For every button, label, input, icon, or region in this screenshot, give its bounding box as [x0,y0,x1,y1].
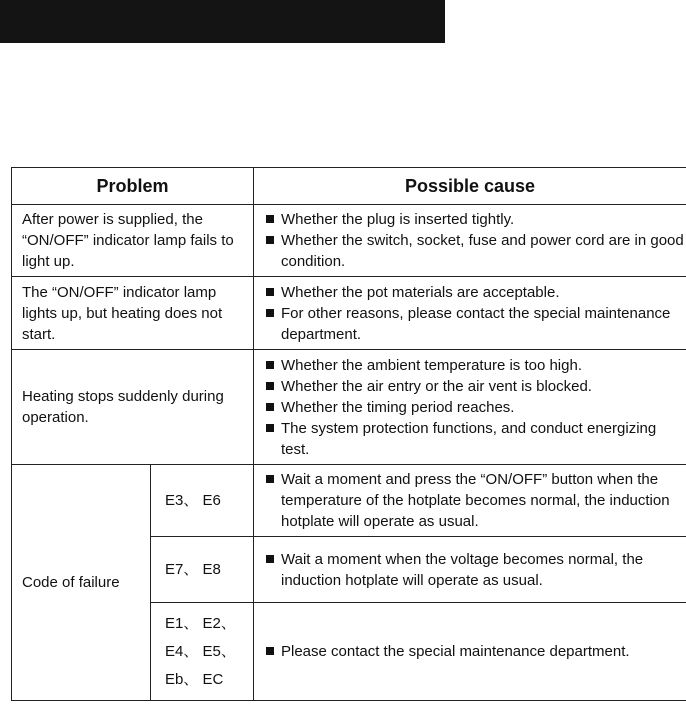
table-header-row [12,168,686,205]
cause-cell [254,603,686,701]
failure-code: E1、 E2、 [165,614,236,632]
cause-item: Whether the ambient temperature is too high. [266,355,686,376]
failure-label-cell: Code of failure [12,465,151,701]
cause-item: Whether the pot materials are acceptable. [266,282,686,303]
failure-code: E3、 E6 [165,491,221,509]
failure-code-cell [151,537,254,603]
cause-cell [254,205,686,277]
table-row [12,350,686,465]
problem-cell: Heating stops suddenly during operation. [12,350,254,465]
cause-item: Whether the switch, socket, fuse and power cord are in good condition. [266,230,686,272]
cause-header: Possible cause [254,168,686,205]
cause-cell [254,537,686,603]
failure-code: Eb、 EC [165,670,224,688]
table-row [12,205,686,277]
failure-code-cell [151,465,254,537]
cause-item: Whether the timing period reaches. [266,397,686,418]
cause-item: Whether the air entry or the air vent is blocked. [266,376,686,397]
cause-cell [254,350,686,465]
cause-cell [254,465,686,537]
table-row [12,465,686,537]
cause-item: Wait a moment and press the “ON/OFF” button when the temperature of the hotplate becomes normal, the induction hotplate will operate as usual. [266,469,686,532]
failure-code: E4、 E5、 [165,642,236,660]
table-row [12,277,686,350]
failure-code: E7、 E8 [165,560,221,578]
cause-item: The system protection functions, and conduct energizing test. [266,418,686,460]
cause-item: For other reasons, please contact the special maintenance department. [266,303,686,345]
header-bar [0,0,445,43]
cause-item: Wait a moment when the voltage becomes normal, the induction hotplate will operate as usual. [266,549,686,591]
problem-cell: After power is supplied, the “ON/OFF” indicator lamp fails to light up. [12,205,254,277]
cause-item: Whether the plug is inserted tightly. [266,209,686,230]
failure-code-cell [151,603,254,701]
cause-item: Please contact the special maintenance department. [266,641,686,662]
cause-cell [254,277,686,350]
problem-header: Problem [12,168,254,205]
problem-cell: The “ON/OFF” indicator lamp lights up, but heating does not start. [12,277,254,350]
troubleshooting-table [11,167,686,701]
